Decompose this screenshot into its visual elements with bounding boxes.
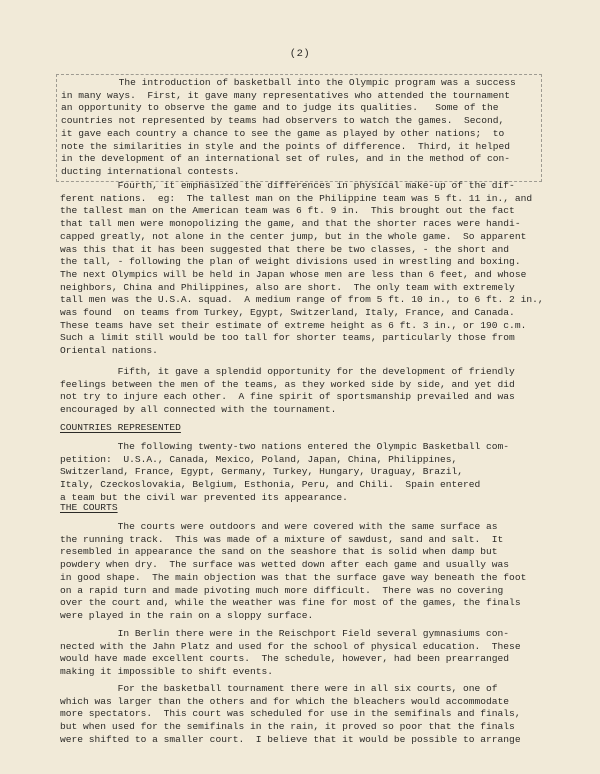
text-line: it gave each country a chance to see the game as played by other nations; to bbox=[61, 127, 505, 139]
text-line: neighbors, China and Philippines, also are short. The only team with extremely bbox=[60, 281, 515, 293]
text-line: on a rapid turn and made pivoting much more difficult. There was no covering bbox=[60, 584, 504, 596]
text-line: In Berlin there were in the Reischport Field several gymnasiums con- bbox=[60, 628, 510, 639]
text-line: in good shape. The main objection was that the surface gave way beneath the foot bbox=[60, 571, 527, 583]
text-line: ducting international contests. bbox=[61, 165, 240, 177]
text-line: powdery when dry. The surface was wetted down after each game and usually was bbox=[60, 559, 510, 571]
text-line: in many ways. First, it gave many representatives who attended the tournament bbox=[61, 89, 511, 101]
text-line: The courts were outdoors and were covered with the same surface as bbox=[60, 521, 498, 532]
text-line: a team but the civil war prevented its appearance. bbox=[60, 491, 348, 503]
page-number: (2) bbox=[289, 48, 311, 60]
text-line: resembled in appearance the sand on the seashore that is solid when damp but bbox=[60, 546, 498, 558]
text-line: would have made excellent courts. The schedule, however, had been prearranged bbox=[60, 653, 510, 665]
text-line: Fifth, it gave a splendid opportunity for the development of friendly bbox=[60, 366, 515, 377]
text-line: For the basketball tournament there were in all six courts, one of bbox=[60, 683, 498, 694]
text-line: The following twenty-two nations entered the Olympic Basketball com- bbox=[60, 441, 510, 452]
text-line: which was larger than the others and for which the bleachers would accommodate bbox=[60, 695, 510, 707]
text-line: encouraged by all connected with the tournament. bbox=[60, 404, 337, 416]
text-line: in the development of an international set of rules, and in the method of con- bbox=[61, 153, 511, 165]
text-line: petition: U.S.A., Canada, Mexico, Poland, Japan, China, Philippines, bbox=[60, 453, 458, 465]
text-line: Italy, Czeckoslovakia, Belgium, Esthonia, Peru, and Chili. Spain entered bbox=[60, 479, 481, 491]
text-line: capped greatly, not alone in the center jump, but in the whole game. So apparent bbox=[60, 230, 527, 242]
paragraph-courts-1 bbox=[60, 521, 544, 623]
text-line: feelings between the men of the teams, as they worked side by side, and yet did bbox=[60, 378, 515, 390]
text-line: the tall, - following the plan of weight divisions used in wrestling and boxing. bbox=[60, 256, 521, 268]
text-line: The next Olympics will be held in Japan whose men are less than 6 feet, and whose bbox=[60, 268, 527, 280]
text-line: ferent nations. eg: The tallest man on the Philippine team was 5 ft. 11 in., and bbox=[60, 192, 533, 204]
text-line: were played in the rain on a sloppy surface. bbox=[60, 609, 314, 621]
paragraph-fourth bbox=[60, 180, 544, 358]
paragraph-countries bbox=[60, 441, 544, 505]
text-line: the tallest man on the American team was 6 ft. 9 in. This brought out the fact bbox=[60, 205, 515, 217]
paragraph-intro bbox=[56, 74, 542, 182]
text-line: was this that it has been suggested that there be two classes, - the short and bbox=[60, 243, 510, 255]
paragraph-courts-2 bbox=[60, 628, 544, 679]
text-line: tall men was the U.S.A. squad. A medium range of from 5 ft. 10 in., to 6 ft. 2 in., bbox=[60, 294, 544, 306]
text-line: but when used for the semifinals in the rain, it proved so poor that the finals bbox=[60, 721, 515, 733]
paragraph-fifth bbox=[60, 366, 544, 417]
text-line: Such a limit still would be too tall for shorter teams, particularly those from bbox=[60, 332, 515, 344]
text-line: over the court and, while the weather was fine for most of the games, the finals bbox=[60, 597, 521, 609]
text-line: an opportunity to observe the game and to judge its qualities. Some of the bbox=[61, 102, 499, 114]
text-line: Fourth, it emphasized the differences in physical make-up of the dif- bbox=[60, 180, 515, 191]
paragraph-courts-3 bbox=[60, 683, 544, 747]
text-line: These teams have set their estimate of extreme height as 6 ft. 3 in., or 190 c.m. bbox=[60, 319, 527, 331]
text-line: that tall men were monopolizing the game, and that the shorter races were handi- bbox=[60, 218, 521, 230]
text-line: the running track. This was made of a mixture of sawdust, sand and salt. It bbox=[60, 533, 504, 545]
text-line: was found on teams from Turkey, Egypt, Switzerland, Italy, France, and Canada. bbox=[60, 307, 515, 319]
heading-the-courts: THE COURTS bbox=[60, 502, 118, 513]
text-line: more spectators. This court was scheduled for use in the semifinals and finals, bbox=[60, 708, 521, 720]
text-line: nected with the Jahn Platz and used for the school of physical education. These bbox=[60, 640, 521, 652]
text-line: note the similarities in style and the points of difference. Third, it helped bbox=[61, 140, 511, 152]
heading-countries-represented: COUNTRIES REPRESENTED bbox=[60, 422, 181, 433]
text-line: making it impossible to shift events. bbox=[60, 666, 274, 678]
text-line: The introduction of basketball into the Olympic program was a success bbox=[61, 77, 516, 88]
text-line: Switzerland, France, Egypt, Germany, Turkey, Hungary, Uraguay, Brazil, bbox=[60, 466, 464, 478]
text-line: not try to injure each other. A fine spirit of sportsmanship prevailed and was bbox=[60, 391, 515, 403]
text-line: were shifted to a smaller court. I believe that it would be possible to arrange bbox=[60, 733, 521, 745]
text-line: countries not represented by teams had observers to watch the games. Second, bbox=[61, 115, 505, 127]
text-line: Oriental nations. bbox=[60, 345, 158, 357]
